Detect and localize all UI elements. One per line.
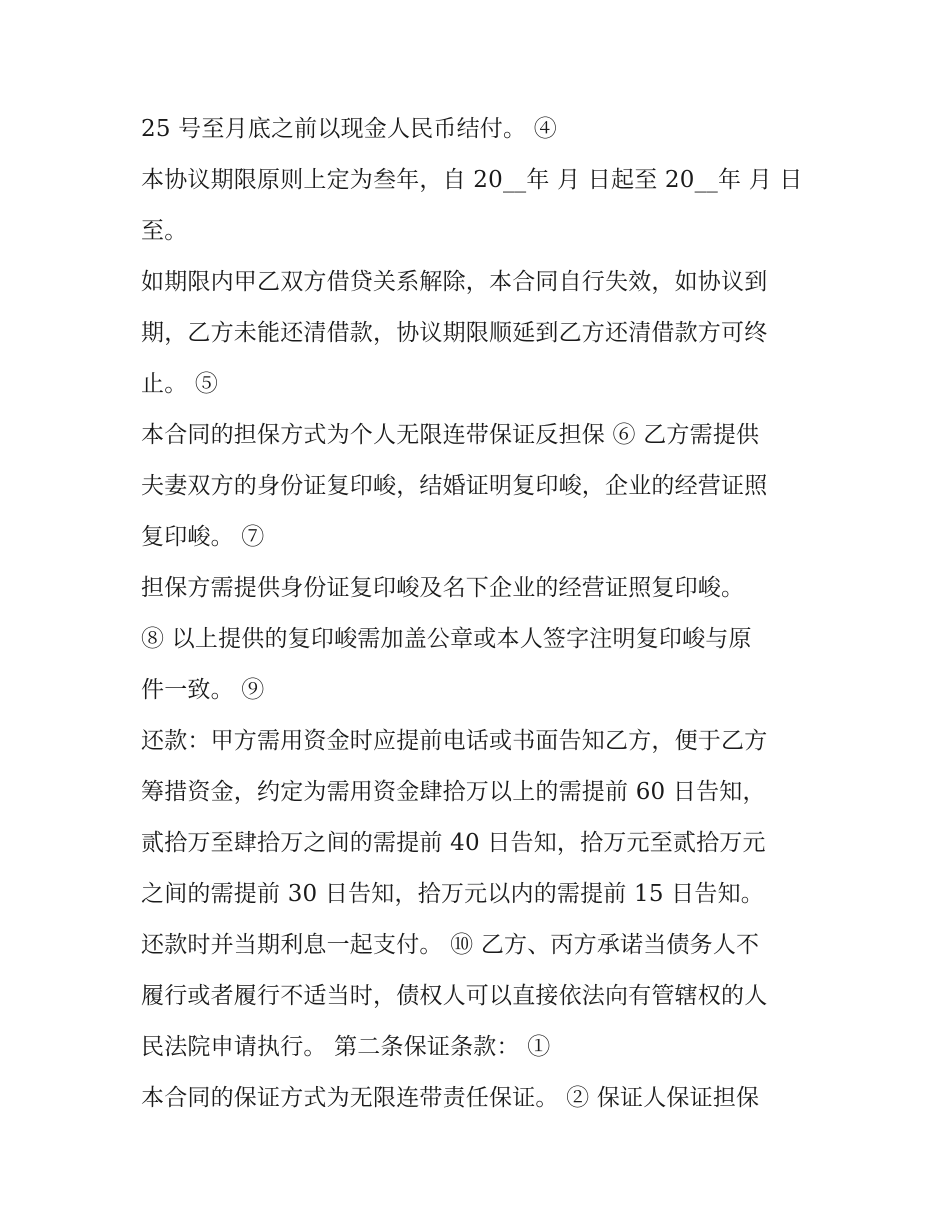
text-line: 复印峻。 ⑦ [141,524,265,550]
text-line: 民法院申请执行。 第二条保证条款： ① [141,1034,551,1060]
text-line: 本合同的担保方式为个人无限连带保证反担保 ⑥ 乙方需提供 [141,422,760,448]
text-line: 履行或者履行不适当时，债权人可以直接依法向有管辖权的人 [141,983,768,1009]
text-line: 本合同的保证方式为无限连带责任保证。 ② 保证人保证担保 [141,1085,760,1111]
text-line: 期，乙方未能还清借款，协议期限顺延到乙方还清借款方可终 [141,320,768,346]
text-line: 至。 [141,218,188,244]
text-line: 如期限内甲乙双方借贷关系解除，本合同自行失效，如协议到 [141,269,768,295]
text-line: ⑧ 以上提供的复印峻需加盖公章或本人签字注明复印峻与原 [141,626,752,652]
text-line: 贰拾万至肆拾万之间的需提前 40 日告知，拾万元至贰拾万元 [141,830,766,856]
text-line: 25 号至月底之前以现金人民币结付。 ④ [141,116,557,142]
text-line: 担保方需提供身份证复印峻及名下企业的经营证照复印峻。 [141,575,745,601]
text-line: 止。 ⑤ [141,371,219,397]
document-body [141,104,821,1124]
text-line: 本协议期限原则上定为叁年，自 20__年 月 日起至 20__年 月 日 [141,167,803,193]
text-line: 之间的需提前 30 日告知，拾万元以内的需提前 15 日告知。 [141,881,764,907]
text-line: 筹措资金，约定为需用资金肆拾万以上的需提前 60 日告知， [141,779,766,805]
text-line: 夫妻双方的身份证复印峻，结婚证明复印峻，企业的经营证照 [141,473,768,499]
text-line: 还款：甲方需用资金时应提前电话或书面告知乙方，便于乙方 [141,728,768,754]
text-line: 还款时并当期利息一起支付。 ⑩ 乙方、丙方承诺当债务人不 [141,932,760,958]
text-line: 件一致。 ⑨ [141,677,265,703]
